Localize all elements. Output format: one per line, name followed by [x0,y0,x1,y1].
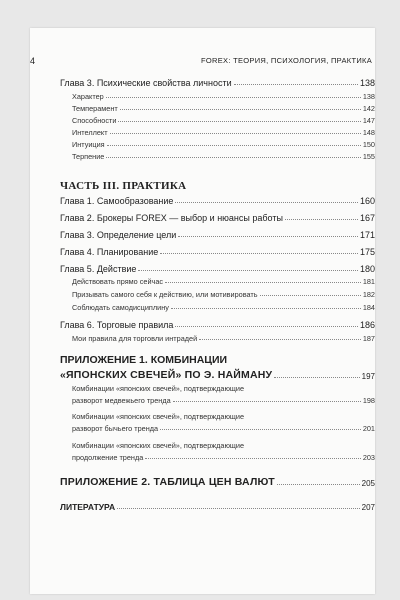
toc-subentry-line1: Комбинации «японских свечей», подтверждающие [72,441,245,450]
toc-subentry: Действовать прямо сейчас 181 [72,277,375,286]
toc-subentry: разворот бычьего тренда 201 [72,424,375,433]
part-title: ЧАСТЬ III. ПРАКТИКА [60,180,187,192]
running-title: FOREX: ТЕОРИЯ, ПСИХОЛОГИЯ, ПРАКТИКА [201,56,372,65]
toc-subentry: Характер 138 [72,92,375,101]
appendix1-title-line1: ПРИЛОЖЕНИЕ 1. КОМБИНАЦИИ [60,354,228,366]
toc-entry-chapter: Глава 3. Определение цели 171 [60,230,375,240]
toc-subentry: Терпение 155 [72,152,375,161]
toc-subentry: Интуиция 150 [72,140,375,149]
toc-entry-chapter: Глава 4. Планирование 175 [60,247,375,257]
toc-entry-chapter: Глава 6. Торговые правила 186 [60,320,375,330]
toc-subentry: Интеллект 148 [72,128,375,137]
toc-subentry: Темперамент 142 [72,104,375,113]
toc-subentry: Призывать самого себя к действию, или мотивировать 182 [72,290,375,299]
toc-subentry: Мои правила для торговли интрадей 187 [72,334,375,343]
toc-entry-chapter3: Глава 3. Психические свойства личности 138 [60,78,375,88]
toc-entry-chapter: Глава 1. Самообразование 160 [60,196,375,206]
toc-entry-literature: ЛИТЕРАТУРА 207 [60,502,375,512]
toc-entry-appendix1: «ЯПОНСКИХ СВЕЧЕЙ» ПО Э. НАЙМАНУ 197 [60,369,375,381]
toc-subentry: Способности 147 [72,116,375,125]
toc-subentry-line1: Комбинации «японских свечей», подтверждающие [72,384,245,393]
toc-entry-chapter: Глава 2. Брокеры FOREX — выбор и нюансы работы 167 [60,213,375,223]
toc-subentry: Соблюдать самодисциплину 184 [72,303,375,312]
toc-subentry-line1: Комбинации «японских свечей», подтверждающие [72,412,245,421]
toc-entry-chapter: Глава 5. Действие 180 [60,264,375,274]
toc-entry-appendix2: ПРИЛОЖЕНИЕ 2. ТАБЛИЦА ЦЕН ВАЛЮТ 205 [60,476,375,488]
toc-subentry: разворот медвежьего тренда 198 [72,396,375,405]
page-number: 4 [30,56,36,66]
toc-subentry: продолжение тренда 203 [72,453,375,462]
